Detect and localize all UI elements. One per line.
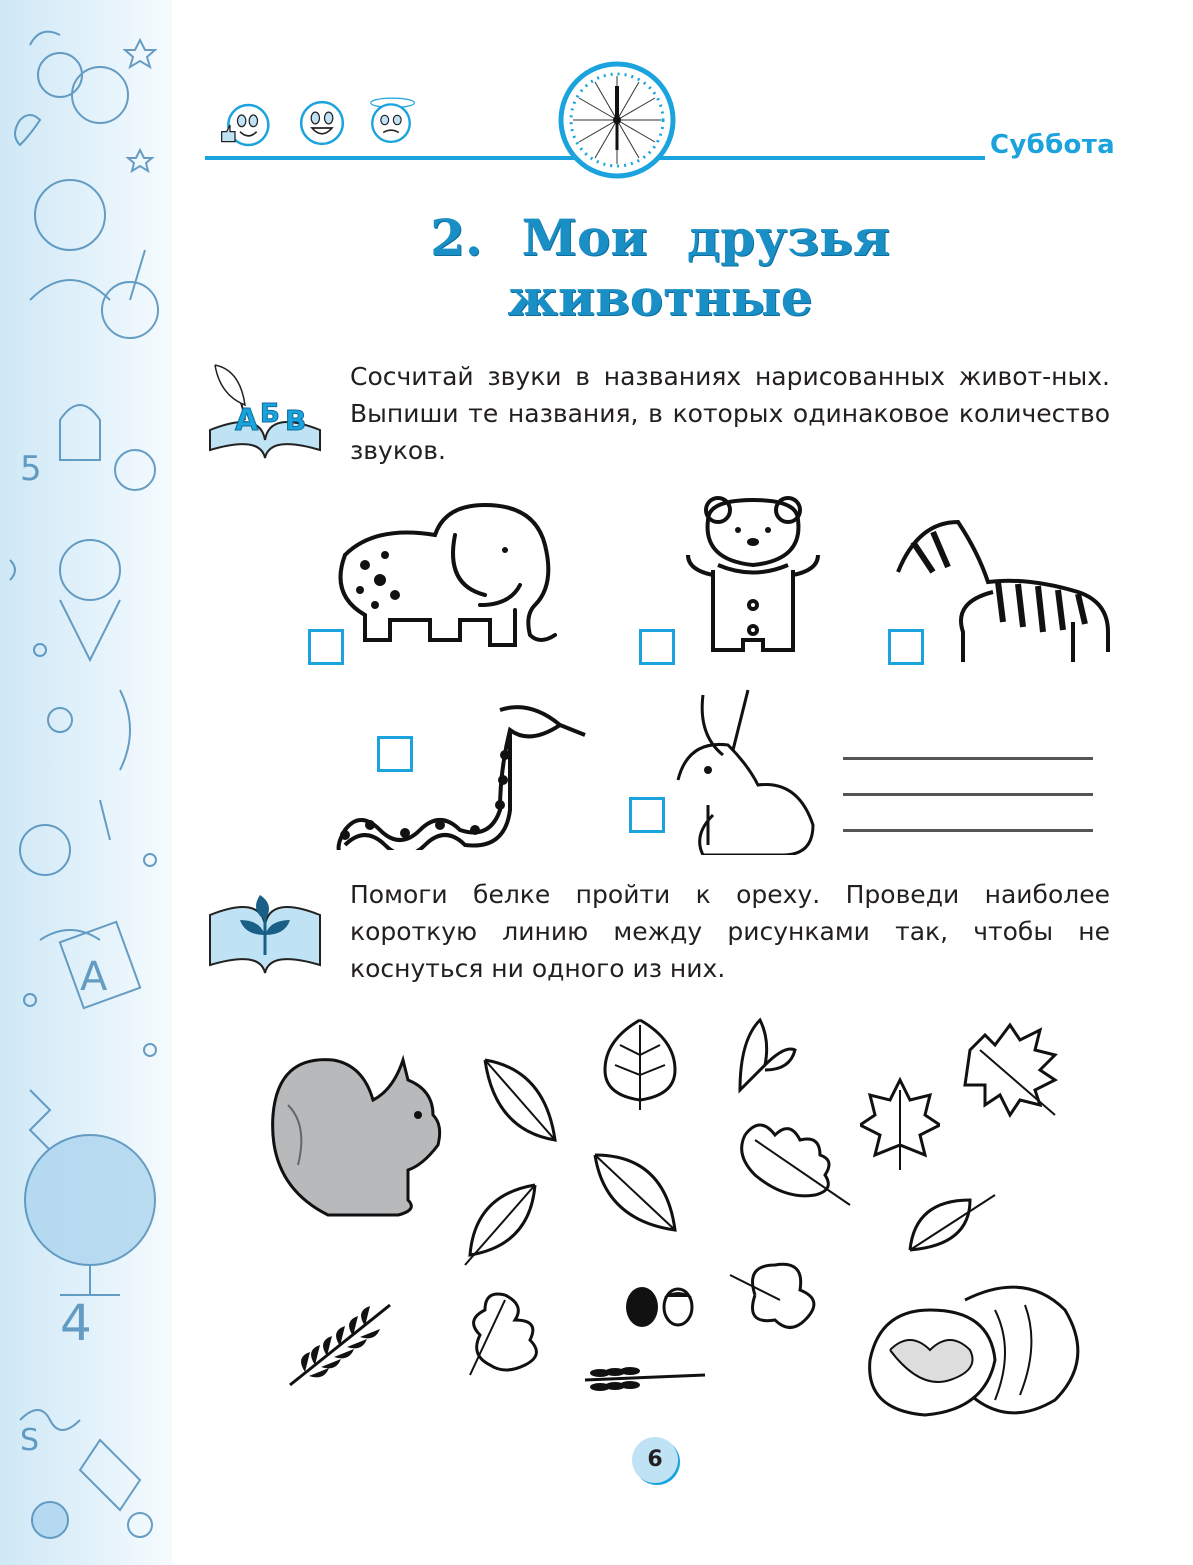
book-leaf-icon [205,885,325,980]
decorative-sidebar [0,0,172,1565]
leaf-icon [600,1015,680,1115]
svg-text:4: 4 [60,1294,92,1352]
elephant-checkbox[interactable] [308,629,344,665]
page-title [320,208,1000,328]
svg-text:S: S [20,1423,40,1458]
day-label: Суббота [990,130,1115,160]
svg-text:5: 5 [20,449,42,489]
leaf-icon [460,1180,540,1270]
elephant-icon [325,495,585,665]
title-line-1: 2. Мои друзья [430,208,890,267]
answer-line-1[interactable] [843,757,1093,760]
bear-icon [683,490,823,670]
svg-text:В: В [285,404,307,437]
maple-leaf-icon [860,1075,940,1175]
acorn-icon [620,1275,700,1335]
happy-smiley-icon [297,98,347,148]
svg-text:Б: Б [260,399,280,429]
task1-instructions: Сосчитай звуки в названиях нарисованных живот-ных. Выпиши те названия, в которых одинаковое количество звуков. [350,362,1110,465]
page-number: 6 [632,1437,678,1483]
oak-leaf-icon [735,1115,855,1210]
wheat-ear-icon [580,1355,710,1400]
maple-seed-icon [730,1015,800,1095]
oak-leaf-icon [460,1290,550,1380]
rabbit-checkbox[interactable] [629,797,665,833]
confused-smiley-icon [366,95,416,145]
zebra-icon [893,512,1115,672]
abc-book-feather-icon [205,360,325,460]
clock-icon [557,58,677,186]
leaf-icon [905,1190,1000,1255]
fern-leaf-icon [285,1300,395,1390]
oak-leaf-icon [960,1020,1060,1120]
clover-leaf-icon [725,1255,825,1335]
answer-line-3[interactable] [843,829,1093,832]
doodle-pattern-icon [0,0,172,1565]
walnut-icon [865,1280,1085,1420]
task2-instructions: Помоги белке пройти к ореху. Проведи наиболее короткую линию между рисунками так, чтобы не коснуться ни одного из них. [350,880,1110,983]
svg-text:А: А [235,403,259,438]
leaf-icon [590,1150,680,1235]
snake-checkbox[interactable] [377,736,413,772]
zebra-checkbox[interactable] [888,629,924,665]
answer-line-2[interactable] [843,793,1093,796]
squirrel-icon [268,1045,458,1225]
bear-checkbox[interactable] [639,629,675,665]
svg-text:A: A [80,954,108,1000]
rabbit-icon [668,685,818,855]
snake-icon [325,695,590,850]
leaf-icon [480,1055,560,1145]
title-line-2: животные [507,268,813,327]
thumbs-up-smiley-icon [220,100,270,150]
